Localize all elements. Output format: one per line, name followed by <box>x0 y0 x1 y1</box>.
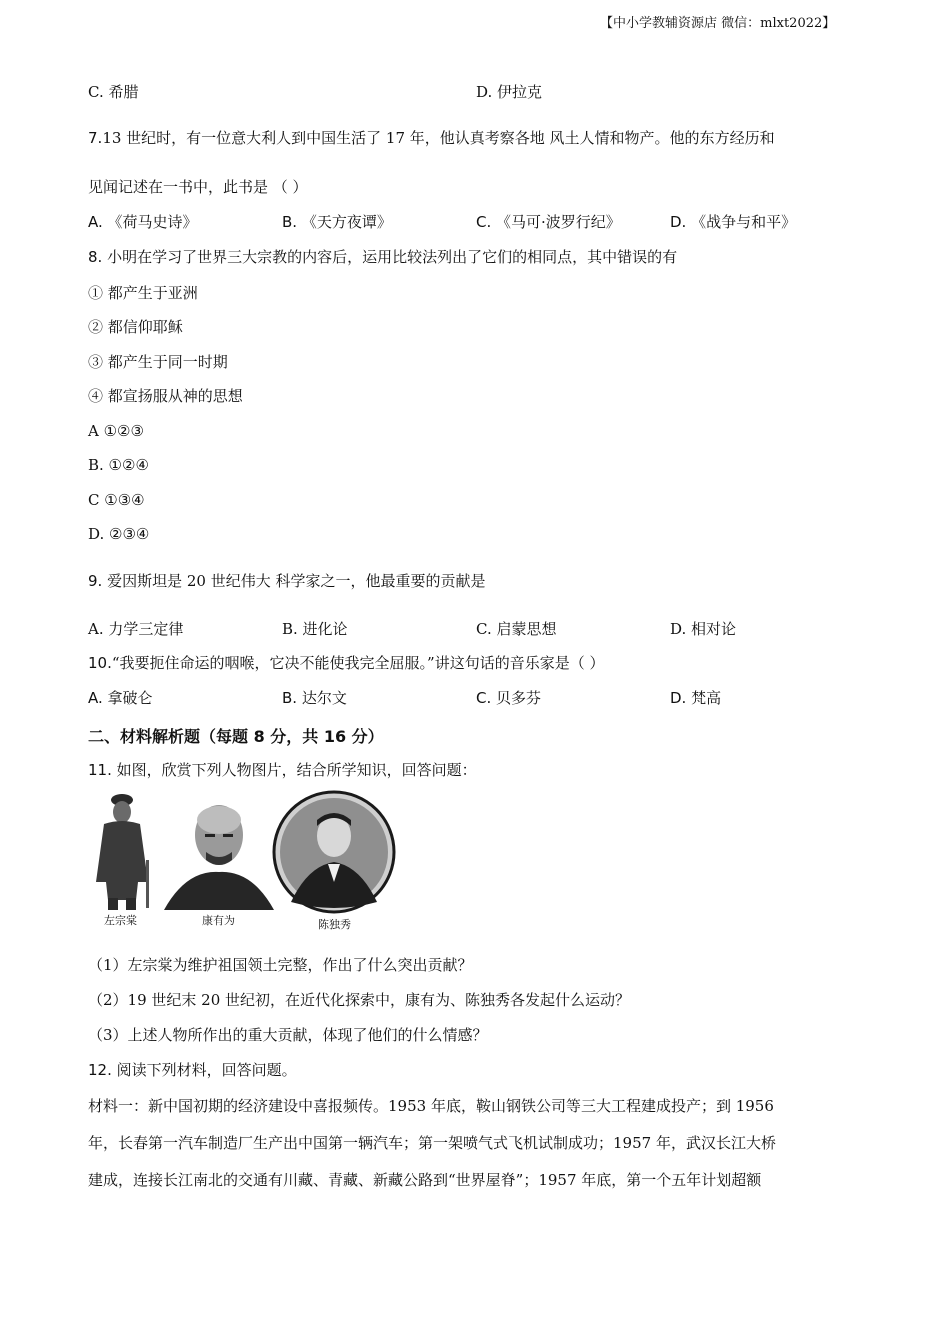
q9-option-b: B. 进化论 <box>282 620 348 638</box>
q7-line1-text: 13 世纪时，有一位意大利人到中国生活了 17 年，他认真考察各地 风土人情和物产。他的东方经历和 <box>102 129 775 147</box>
caption-chen-duxiu: 陈独秀 <box>318 918 351 931</box>
q10-option-a: A. 拿破仑 <box>88 689 153 707</box>
q7-stem-line2: 见闻记述在一书中，此书是 （ ） <box>88 178 308 196</box>
q9-option-c: C. 启蒙思想 <box>476 620 557 638</box>
portrait-kang-youwei <box>164 805 274 910</box>
q7-option-c: C. 《马可·波罗行纪》 <box>476 213 621 231</box>
q6-option-c: C. 希腊 <box>88 83 139 101</box>
q10-option-b: B. 达尔文 <box>282 689 347 707</box>
q11-sub-1: （1）左宗棠为维护祖国领土完整，作出了什么突出贡献？ <box>88 956 473 974</box>
q11-sub-2: （2）19 世纪末 20 世纪初，在近代化探索中，康有为、陈独秀各发起什么运动？ <box>88 991 631 1009</box>
q7-option-b: B. 《天方夜谭》 <box>282 213 392 231</box>
q8-option-a: A ①②③ <box>88 422 144 440</box>
q11-stem: 11. 如图，欣赏下列人物图片，结合所学知识，回答问题： <box>88 761 477 779</box>
q12-stem: 12. 阅读下列材料，回答问题。 <box>88 1061 297 1079</box>
q12-material-line2: 年，长春第一汽车制造厂生产出中国第一辆汽车；第一架喷气式飞机试制成功；1957 年，武汉长江大桥 <box>88 1134 776 1152</box>
q7-stem-line1 <box>88 128 775 148</box>
q8-item-3: ③ 都产生于同一时期 <box>88 353 228 371</box>
portraits-illustration <box>86 790 398 932</box>
portrait-zuo-zongtang <box>96 794 149 910</box>
q11-sub-3: （3）上述人物所作出的重大贡献，体现了他们的什么情感？ <box>88 1026 488 1044</box>
q9-stem: 9. 爱因斯坦是 20 世纪伟大 科学家之一，他最重要的贡献是 <box>88 572 486 590</box>
q8-option-c: C ①③④ <box>88 491 145 509</box>
q8-option-d: D. ②③④ <box>88 525 150 543</box>
portrait-chen-duxiu <box>274 792 394 912</box>
q10-stem: 10.“我要扼住命运的咽喉，它决不能使我完全屈服。”讲这句话的音乐家是（ ） <box>88 654 605 672</box>
q8-item-2: ② 都信仰耶稣 <box>88 318 183 336</box>
q10-option-d: D. 梵高 <box>670 689 722 707</box>
q6-option-d: D. 伊拉克 <box>476 83 543 101</box>
q9-option-d: D. 相对论 <box>670 620 737 638</box>
q7-number: 7. <box>88 129 103 147</box>
q8-stem: 8. 小明在学习了世界三大宗教的内容后，运用比较法列出了它们的相同点，其中错误的有 <box>88 248 678 266</box>
q9-option-a: A. 力学三定律 <box>88 620 184 638</box>
q12-material-line1: 材料一：新中国初期的经济建设中喜报频传。1953 年底，鞍山钢铁公司等三大工程建成投产；到 1956 <box>88 1097 774 1115</box>
caption-zuo-zongtang: 左宗棠 <box>104 914 137 927</box>
q10-option-c: C. 贝多芬 <box>476 689 542 707</box>
q8-option-b: B. ①②④ <box>88 456 149 474</box>
q8-item-4: ④ 都宣扬服从神的思想 <box>88 387 243 405</box>
caption-kang-youwei: 康有为 <box>202 914 235 927</box>
q12-material-line3: 建成，连接长江南北的交通有川藏、青藏、新藏公路到“世界屋脊”；1957 年底，第一个五年计划超额 <box>88 1171 762 1189</box>
q7-option-a: A. 《荷马史诗》 <box>88 213 198 231</box>
q8-item-1: ① 都产生于亚洲 <box>88 284 198 302</box>
portraits-figure <box>86 790 398 932</box>
page-header: 【中小学教辅资源店 微信：mlxt2022】 <box>600 16 836 31</box>
section-2-title: 二、材料解析题（每题 8 分，共 16 分） <box>88 727 384 746</box>
q7-option-d: D. 《战争与和平》 <box>670 213 797 231</box>
